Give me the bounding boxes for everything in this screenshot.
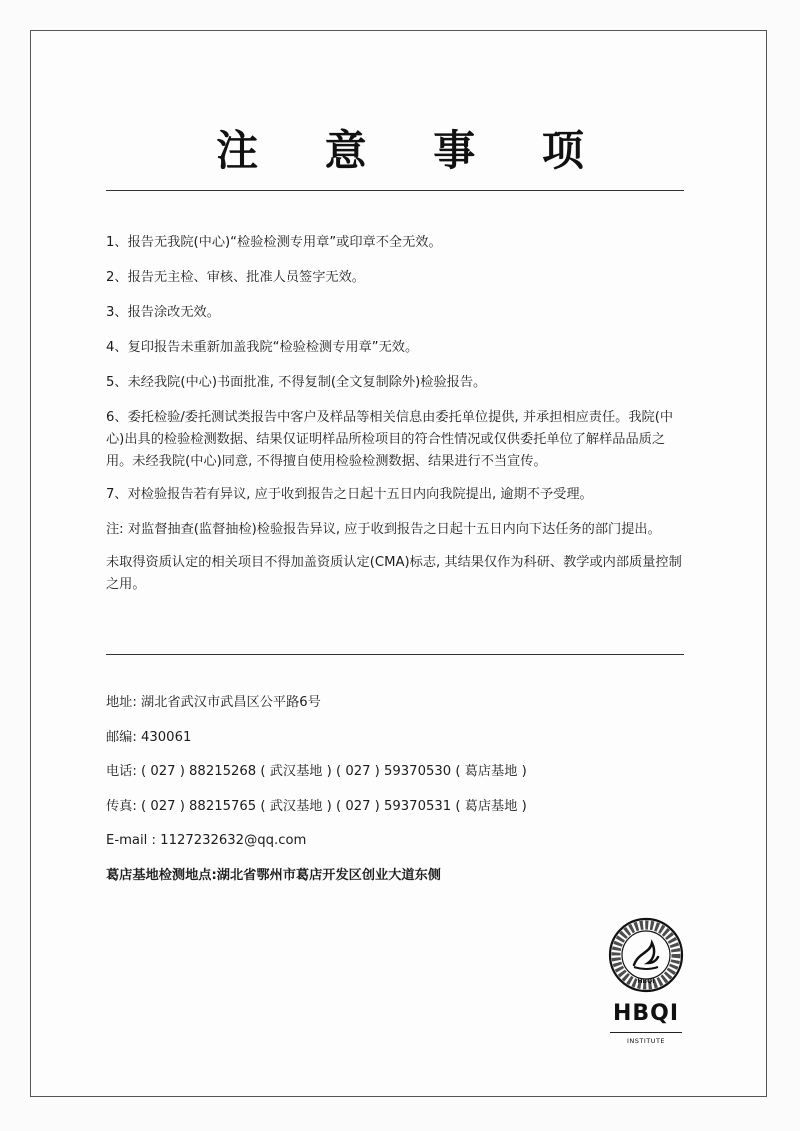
note-cma: 未取得资质认定的相关项目不得加盖资质认定(CMA)标志, 其结果仅作为科研、教学或内部质量控制之用。 <box>106 555 682 592</box>
logo-subtitle: INSTITUTE <box>626 1037 666 1045</box>
contact-fax: 传真: ( 027 ) 88215765 ( 武汉基地 ) ( 027 ) 59370531 ( 葛店基地 ) <box>106 798 527 814</box>
note-item-1: 1、报告无我院(中心)“检验检测专用章”或印章不全无效。 <box>106 235 442 250</box>
hbqi-logo <box>604 913 688 1053</box>
logo-brand: HBQI <box>612 1001 680 1026</box>
contact-gedian-site: 葛店基地检测地点:湖北省鄂州市葛店开发区创业大道东侧 <box>106 867 441 883</box>
note-item-3: 3、报告涂改无效。 <box>106 305 220 320</box>
seal-icon <box>604 913 688 997</box>
contact-email: E-mail : 1127232632@qq.com <box>106 833 307 848</box>
contact-block <box>106 692 666 899</box>
page-title: 注 意 事 项 <box>216 126 610 175</box>
contact-postcode: 邮编: 430061 <box>106 729 192 745</box>
contact-address: 地址: 湖北省武汉市武昌区公平路6号 <box>106 695 321 710</box>
note-remark: 注: 对监督抽查(监督抽检)检验报告异议, 应于收到报告之日起十五日内向下达任务的部门提出。 <box>106 522 661 537</box>
contact-divider <box>106 654 684 655</box>
title-divider <box>106 190 684 191</box>
svg-text:HBQI: HBQI <box>637 978 655 985</box>
note-item-4: 4、复印报告未重新加盖我院“检验检测专用章”无效。 <box>106 340 419 355</box>
note-item-5: 5、未经我院(中心)书面批准, 不得复制(全文复制除外)检验报告。 <box>106 375 487 390</box>
contact-phone: 电话: ( 027 ) 88215268 ( 武汉基地 ) ( 027 ) 59370530 ( 葛店基地 ) <box>106 764 527 779</box>
logo-divider <box>610 1032 682 1033</box>
note-item-6: 6、委托检验/委托测试类报告中客户及样品等相关信息由委托单位提供, 并承担相应责任。我院(中心)出具的检验检测数据、结果仅证明样品所检项目的符合性情况或仅供委托单位了解样品品质之用。未经我院(中心)同意, 不得擅自使用检验检测数据、结果进行不当宣传。 <box>106 410 674 469</box>
note-item-2: 2、报告无主检、审核、批准人员签字无效。 <box>106 270 365 285</box>
note-item-7: 7、对检验报告若有异议, 应于收到报告之日起十五日内向我院提出, 逾期不予受理。 <box>106 487 593 502</box>
notes-list <box>106 232 688 609</box>
